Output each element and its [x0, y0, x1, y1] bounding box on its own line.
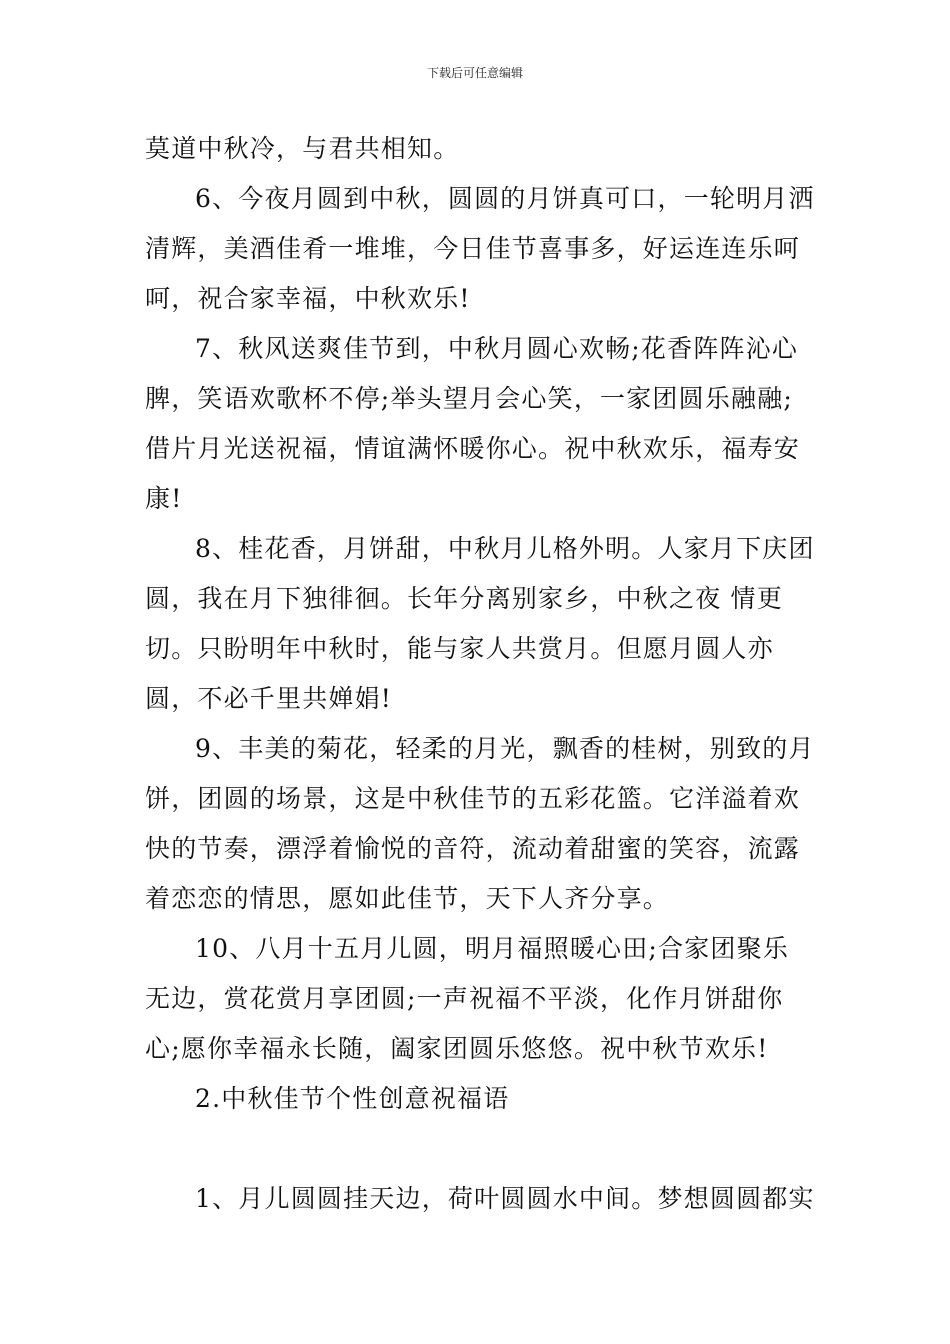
paragraph-item-6: 6、今夜月圆到中秋，圆圆的月饼真可口，一轮明月洒清辉，美酒佳肴一堆堆，今日佳节喜事多，好运连连乐呵呵，祝合家幸福，中秋欢乐! [145, 184, 815, 313]
paragraph-item-10: 10、八月十五月儿圆，明月福照暖心田;合家团聚乐无边，赏花赏月享团圆;一声祝福不平淡，化作月饼甜你心;愿你幸福永长随，阖家团圆乐悠悠。祝中秋节欢乐! [145, 934, 790, 1063]
section-heading: 2.中秋佳节个性创意祝福语 [195, 1084, 510, 1113]
paragraph-item-1: 1、月儿圆圆挂天边，荷叶圆圆水中间。梦想圆圆都实 [195, 1184, 815, 1213]
paragraph-item-7: 7、秋风送爽佳节到，中秋月圆心欢畅;花香阵阵沁心脾，笑语欢歌杯不停;举头望月会心笑，一家团圆乐融融;借片月光送祝福，情谊满怀暖你心。祝中秋欢乐，福寿安康! [145, 334, 801, 513]
page-header: 下载后可任意编辑 [426, 66, 523, 80]
paragraph-item-9: 9、丰美的菊花，轻柔的月光，飘香的桂树，别致的月饼，团圆的场景，这是中秋佳节的五彩花篮。它洋溢着欢快的节奏，漂浮着愉悦的音符，流动着甜蜜的笑容，流露着恋恋的情思，愿如此佳节，天下人齐分享。 [145, 734, 815, 913]
paragraph-continuation: 莫道中秋冷，与君共相知。 [145, 134, 460, 163]
document-body [145, 124, 815, 1224]
paragraph-item-8: 8、桂花香，月饼甜，中秋月儿格外明。人家月下庆团圆，我在月下独徘徊。长年分离别家乡，中秋之夜 情更切。只盼明年中秋时，能与家人共赏月。但愿月圆人亦圆，不必千里共婵娟! [145, 534, 815, 713]
section-spacer [145, 1124, 815, 1174]
